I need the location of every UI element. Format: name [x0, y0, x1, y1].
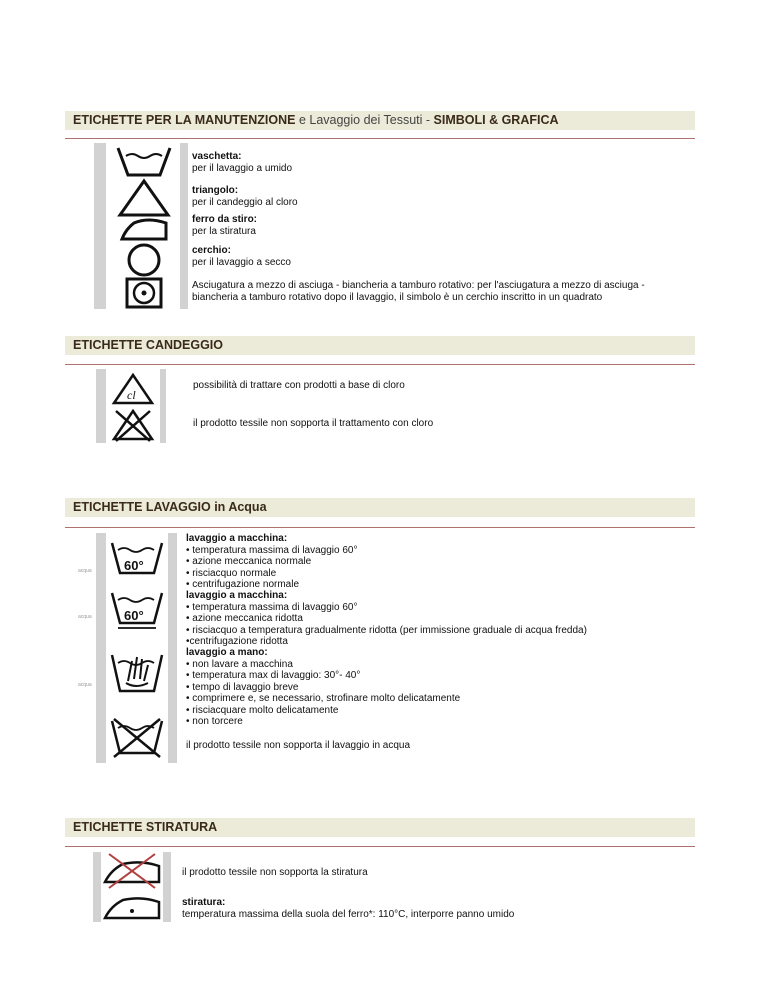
bleach-chlorine-icon: [114, 375, 152, 403]
tumble-dryer-icon: [127, 279, 161, 307]
bleach-symbols-image: [106, 369, 160, 443]
circle-icon: [129, 245, 159, 275]
temp-label: 60°: [124, 558, 144, 573]
acqua-label: acqua: [78, 682, 92, 688]
divider: [65, 364, 695, 365]
machine-wash-60-gentle-icon: [112, 593, 162, 628]
hand-wash-icon: [112, 655, 162, 691]
wash-symbols-image: [106, 533, 168, 763]
header-mid: e Lavaggio dei Tessuti -: [295, 113, 434, 127]
acqua-label: acqua: [78, 568, 92, 574]
no-bleach-icon: [114, 411, 152, 441]
no-iron-icon: [105, 854, 159, 888]
machine-wash-60-icon: [112, 543, 162, 573]
gray-column-left: [94, 143, 106, 309]
care-symbols-image: [108, 143, 180, 309]
wash-block-machine-normal: lavaggio a macchina: • temperatura massima di lavaggio 60° • azione meccanica normale • risciacquo normale • centrifugazione normale: [186, 533, 358, 590]
acqua-label: acqua: [78, 614, 92, 620]
symbol-item-iron: ferro da stiro: per la stiratura: [192, 214, 258, 237]
header-bold: ETICHETTE PER LA MANUTENZIONE: [73, 113, 296, 127]
divider: [65, 527, 695, 528]
header-end: SIMBOLI & GRAFICA: [433, 113, 559, 127]
wash-block-machine-gentle: lavaggio a macchina: • temperatura massima di lavaggio 60° • azione meccanica ridotta • risciacquo a temperatura gradualmente ridotta (per immissione graduale di acqua fredda) •centrifugazione ridotta: [186, 590, 587, 647]
section-header-symbols: [65, 111, 695, 130]
header-bleach-title: ETICHETTE CANDEGGIO: [73, 338, 224, 352]
temp-label: 60°: [124, 608, 144, 623]
iron-low-temp-icon: [105, 898, 159, 918]
wash-item-forbidden: il prodotto tessile non sopporta il lavaggio in acqua: [186, 740, 411, 751]
symbol-item-triangle: triangolo: per il candeggio al cloro: [192, 185, 298, 208]
iron-icon: [122, 220, 166, 239]
iron-symbols-image: [101, 852, 163, 922]
no-wash-icon: [112, 719, 162, 757]
iron-item-forbidden: il prodotto tessile non sopporta la stiratura: [182, 867, 368, 878]
gray-column-left: [96, 369, 106, 443]
section-header-ironing: [65, 818, 695, 837]
wash-block-hand: lavaggio a mano: • non lavare a macchina • temperatura max di lavaggio: 30°- 40° • tempo di lavaggio breve • comprimere e, se necessario, strofinare molto delicatamente • risciacquare molto delicatamente • non torcere: [186, 647, 461, 727]
gray-column-right: [168, 533, 177, 763]
header-washing-title: ETICHETTE LAVAGGIO in Acqua: [73, 500, 267, 514]
section-header-washing: [65, 498, 695, 517]
gray-column-right: [160, 369, 166, 443]
divider: [65, 138, 695, 139]
symbol-item-dryer: Asciugatura a mezzo di asciuga - biancheria a tamburo rotativo: per l'asciugatura a mezzo di asciuga - biancheria a tamburo rotativo dopo il lavaggio, il simbolo è un cerchio inscritto in un quadrato: [192, 280, 645, 303]
section-header-bleach: [65, 336, 695, 355]
triangle-icon: [120, 181, 168, 215]
symbol-item-washtub: vaschetta: per il lavaggio a umido: [192, 151, 293, 174]
bleach-item-allowed: possibilità di trattare con prodotti a base di cloro: [193, 380, 405, 391]
symbol-item-circle: cerchio: per il lavaggio a secco: [192, 245, 291, 268]
washtub-icon: [118, 148, 170, 175]
gray-column-right: [180, 143, 188, 309]
gray-column-right: [163, 852, 171, 922]
iron-item-low-temp: stiratura: temperatura massima della suola del ferro*: 110°C, interporre panno umido: [182, 897, 515, 920]
header-ironing-title: ETICHETTE STIRATURA: [73, 820, 218, 834]
svg-text:cl: cl: [127, 388, 136, 402]
divider: [65, 846, 695, 847]
gray-column-left: [93, 852, 101, 922]
bleach-item-forbidden: il prodotto tessile non sopporta il trattamento con cloro: [193, 418, 434, 429]
gray-column-left: [96, 533, 106, 763]
